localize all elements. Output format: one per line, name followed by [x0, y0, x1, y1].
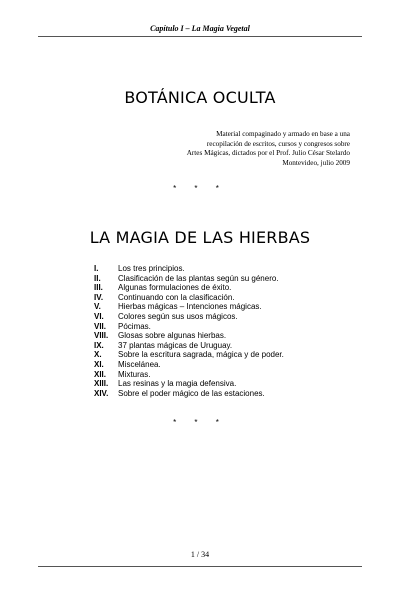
document-title: BOTÁNICA OCULTA [124, 88, 276, 107]
toc-item-text: Algunas formulaciones de éxito. [118, 283, 232, 293]
toc-item-number: II. [94, 273, 101, 283]
toc-item [94, 312, 284, 322]
credit-block [130, 130, 350, 168]
credit-line: Artes Mágicas, dictados por el Prof. Julio César Stelardo [186, 149, 350, 158]
toc-item-text: 37 plantas mágicas de Uruguay. [118, 340, 233, 350]
toc-item-text: Continuando con la clasificación. [118, 292, 235, 302]
credit-line: recopilación de escritos, cursos y congresos sobre [206, 139, 350, 148]
toc-item [94, 293, 284, 303]
toc-item [94, 370, 284, 380]
toc-item [94, 283, 284, 293]
toc-item [94, 350, 284, 360]
toc-item-text: Sobre el poder mágico de las estaciones. [118, 388, 265, 398]
toc-item-text: Miscelánea. [118, 359, 161, 369]
toc-item [94, 389, 284, 399]
toc-item-number: XII. [94, 369, 107, 379]
toc-item-text: Las resinas y la magia defensiva. [118, 379, 237, 389]
toc-item-number: VII. [94, 321, 107, 331]
credit-date: Montevideo, julio 2009 [282, 158, 350, 167]
toc-item [94, 264, 284, 274]
toc-item-text: Clasificación de las plantas según su género. [118, 273, 279, 283]
toc-item-text: Hierbas mágicas – Intenciones mágicas. [118, 302, 262, 312]
separator-stars: * * * [173, 418, 227, 427]
running-header: Capítulo I – La Magia Vegetal [150, 24, 250, 33]
toc-item-number: V. [94, 302, 101, 312]
toc-item-number: XI. [94, 359, 104, 369]
toc-item-number: XIV. [94, 388, 109, 398]
toc-item [94, 341, 284, 351]
toc-item-text: Sobre la escritura sagrada, mágica y de poder. [118, 350, 284, 360]
toc-item [94, 322, 284, 332]
toc-item-number: IX. [94, 340, 104, 350]
toc-item [94, 274, 284, 284]
toc-item [94, 379, 284, 389]
toc-item-text: Pócimas. [118, 321, 151, 331]
toc-item-number: IV. [94, 292, 104, 302]
toc-item-number: VIII. [94, 331, 109, 341]
page-number: 1 / 34 [190, 550, 210, 559]
toc-item-text: Los tres principios. [118, 264, 185, 273]
toc-item-number: I. [94, 264, 99, 273]
table-of-contents [94, 264, 284, 398]
separator-stars: * * * [173, 184, 227, 193]
toc-item-number: III. [94, 283, 103, 293]
header-rule [38, 36, 362, 37]
section-title: LA MAGIA DE LAS HIERBAS [89, 228, 311, 247]
toc-item [94, 360, 284, 370]
footer-rule [38, 566, 362, 567]
toc-item-text: Mixturas. [118, 369, 151, 379]
toc-item-number: VI. [94, 311, 104, 321]
credit-line: Material compaginado y armado en base a una [216, 130, 350, 138]
toc-item-number: X. [94, 350, 102, 360]
toc-item-text: Glosas sobre algunas hierbas. [118, 331, 227, 341]
toc-item [94, 331, 284, 341]
toc-item-number: XIII. [94, 379, 109, 389]
toc-item-text: Colores según sus usos mágicos. [118, 311, 238, 321]
toc-item [94, 302, 284, 312]
